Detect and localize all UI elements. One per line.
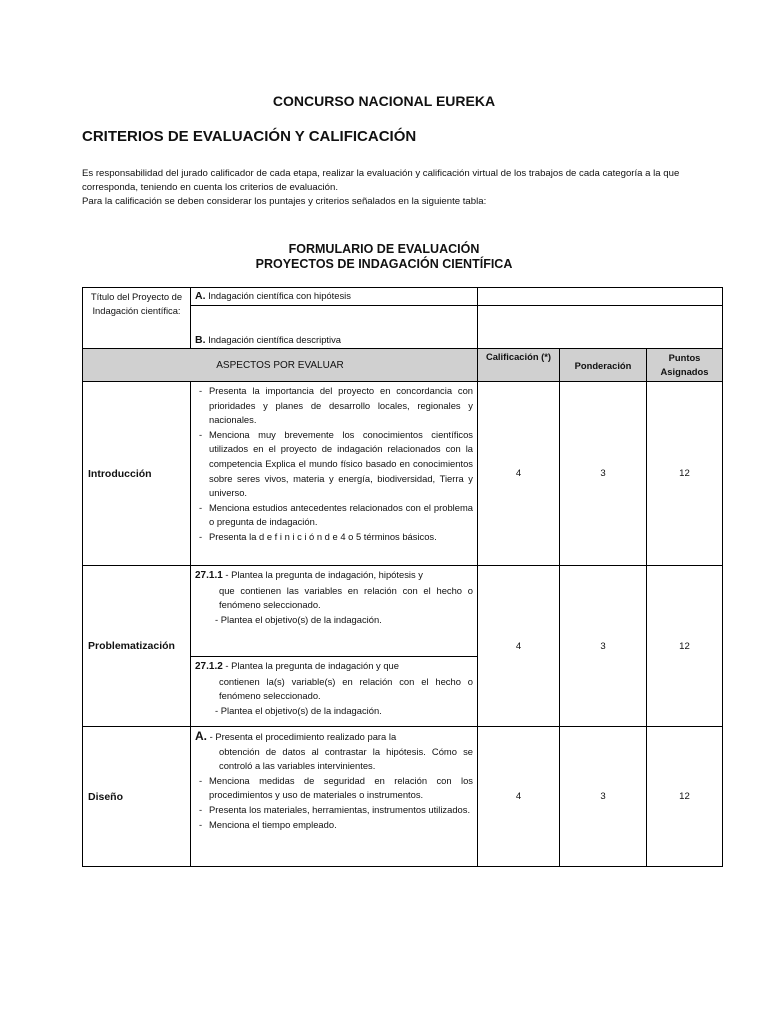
option-a-answer-field[interactable] (478, 288, 723, 306)
option-b-letter: B. (195, 334, 206, 346)
intro-line-2: Para la calificación se deben considerar los puntajes y criterios señalados en la siguiente tabla: (82, 196, 487, 207)
criteria-diseno (191, 727, 478, 867)
intro-paragraph (82, 167, 732, 209)
option-a-text: Indagación científica con hipótesis (205, 290, 351, 301)
score-diseno: 4 (478, 727, 560, 867)
header-points-line-1: Puntos (668, 352, 701, 363)
criteria-code: 27.1.2 (195, 661, 223, 672)
criteria-problematizacion-a (191, 566, 477, 657)
document-title: CONCURSO NACIONAL EUREKA (272, 93, 496, 109)
list-item: - Menciona estudios antecedentes relacionados con el problema o pregunta de indagación. (209, 501, 473, 530)
option-a-cell (191, 288, 478, 306)
option-a-letter: A. (195, 290, 206, 302)
option-b-answer-field[interactable] (478, 306, 723, 349)
list-item: - Menciona muy brevemente los conocimientos científicos utilizados en el proyecto de indagación relacionados con la competencia Explica el mundo físico basado en conocimientos sobre seres vivos, materia y energía, biodiversidad, Tierra y universo. (209, 428, 473, 501)
form-title (0, 242, 768, 272)
criteria-text: - Plantea el objetivo(s) de la indagación. (215, 704, 382, 716)
table-row-problematizacion (83, 566, 723, 727)
header-weight: Ponderación (560, 349, 647, 382)
aspect-introduccion: Introducción (83, 382, 191, 566)
weight-problematizacion: 3 (560, 566, 647, 727)
criteria-text: - Plantea la pregunta de indagación y que (222, 660, 399, 671)
weight-introduccion: 3 (560, 382, 647, 566)
header-aspects: ASPECTOS POR EVALUAR (83, 349, 478, 382)
table-header-row (83, 349, 723, 382)
criteria-text: - Presenta el procedimiento realizado para la (207, 731, 397, 742)
intro-line-1: Es responsabilidad del jurado calificador de cada etapa, realizar la evaluación y calificación virtual de los trabajos de cada categoría a la que corresponda, teniendo en cuenta los criterios de evaluación. (82, 168, 680, 193)
score-problematizacion: 4 (478, 566, 560, 727)
criteria-diseno-a (191, 727, 477, 774)
list-item: - Menciona medidas de seguridad en relación con los procedimientos y uso de materiales o instrumentos. (209, 774, 473, 803)
option-b-text: Indagación científica descriptiva (205, 334, 341, 345)
aspect-problematizacion: Problematización (83, 566, 191, 727)
option-b-cell (191, 306, 478, 349)
criteria-introduccion (191, 382, 478, 566)
project-title-label: Título del Proyecto de Indagación científica: (83, 288, 191, 349)
criteria-text: - Plantea el objetivo(s) de la indagación. (215, 613, 382, 625)
table-row (83, 288, 723, 306)
list-item: - Presenta los materiales, herramientas, instrumentos utilizados. (209, 803, 473, 818)
points-diseno: 12 (647, 727, 723, 867)
table-row-introduccion (83, 382, 723, 566)
header-points-line-2: Asignados (660, 366, 709, 377)
form-title-line-1: FORMULARIO DE EVALUACIÓN (288, 242, 480, 256)
criteria-problematizacion (191, 566, 478, 727)
weight-diseno: 3 (560, 727, 647, 867)
criteria-code: 27.1.1 (195, 570, 223, 581)
header-points (647, 349, 723, 382)
list-item: - Menciona el tiempo empleado. (209, 818, 473, 833)
points-introduccion: 12 (647, 382, 723, 566)
score-introduccion: 4 (478, 382, 560, 566)
form-title-line-2: PROYECTOS DE INDAGACIÓN CIENTÍFICA (255, 257, 513, 271)
points-problematizacion: 12 (647, 566, 723, 727)
document-subtitle: CRITERIOS DE EVALUACIÓN Y CALIFICACIÓN (82, 128, 417, 145)
list-item: - Presenta la d e f i n i c i ó n d e 4 o 5 términos básicos. (209, 530, 473, 545)
criteria-text: que contienen las variables en relación con el hecho o fenómeno seleccionado. (219, 584, 473, 611)
aspect-diseno: Diseño (83, 727, 191, 867)
header-score: Calificación (*) (478, 349, 560, 382)
criteria-problematizacion-b (191, 657, 477, 720)
table-row-diseno (83, 727, 723, 867)
criteria-text: - Plantea la pregunta de indagación, hipótesis y (222, 569, 423, 580)
criteria-letter: A. (195, 729, 207, 743)
criteria-text: obtención de datos al contrastar la hipótesis. Cómo se controló a las variables intervinientes. (219, 745, 473, 772)
list-item: - Presenta la importancia del proyecto en concordancia con prioridades y planes de desarrollo locales, regionales y nacionales. (209, 384, 473, 428)
evaluation-table (82, 287, 723, 867)
criteria-text: contienen la(s) variable(s) en relación con el hecho o fenómeno seleccionado. (219, 675, 473, 702)
